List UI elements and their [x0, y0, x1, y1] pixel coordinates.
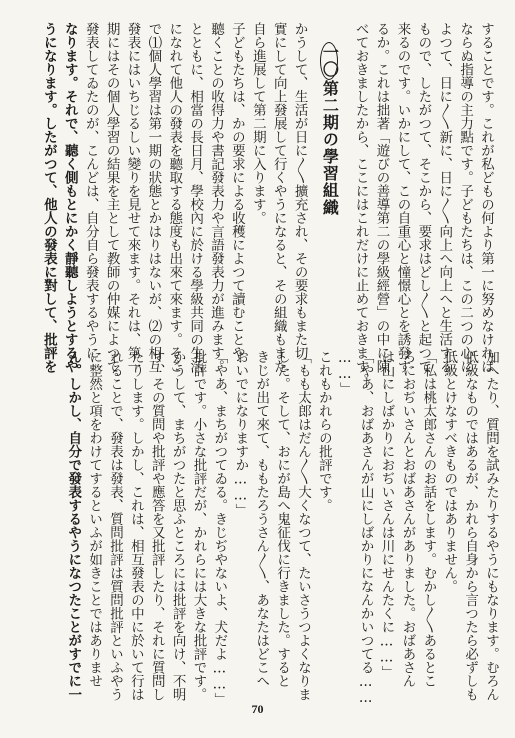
- text-line: になれて他人の發表を聽取する態度も出來て來ます。そこ: [166, 22, 183, 373]
- text-line: す、その質問や批評や應答を又批評したり、それに質問し: [148, 350, 165, 701]
- text-line: よつて、日に〳〵新に、日に〳〵向上へ向上へと生活する: [436, 22, 453, 373]
- text-line: で⑴個人學習は第一期の狀態とかはりはないが、⑵の相互: [145, 22, 162, 373]
- text-line: おいでになりますか……」: [232, 350, 249, 517]
- text-line: もので、したがつて、そこから、要求はどし〳〵と起つて: [415, 22, 432, 373]
- text-line: 低級とけなすべきものではありません。: [441, 350, 458, 593]
- blank-line: [338, 22, 345, 347]
- upper-text-band: [22, 22, 494, 387]
- text-line: べておきましたから、ここにはこれだけに止めておきます。: [352, 22, 369, 387]
- text-line: これもかれらの批評です。: [315, 350, 332, 512]
- text-line: 實にして向上發展して行くやうになると、その組織もまた: [270, 22, 287, 373]
- text-line: 發表にはいちじるしい變りを見せて來ます。それは、第一: [124, 22, 141, 373]
- text-line: 「もも太郎はだん〳〵大くなつて、たいさうつよくなりま: [294, 350, 311, 701]
- text-line: とともに、相當の長日月、學校內に於ける學級共同の生活: [187, 22, 204, 373]
- text-line: たりします。しかし、これは、相互發表の中に於いて行は: [127, 350, 144, 701]
- page-number: 70: [251, 702, 264, 716]
- text-line: 「私は桃太郎さんのお話をします。むかし〳〵あるとこ: [420, 350, 437, 688]
- text-line: 期にはその個人學習の結果を主として教師の仲媒によつて: [103, 22, 120, 373]
- text-line: ならぬ指導の主力點です。子どもたちは、この二つの心に: [457, 22, 474, 373]
- text-line: なります。それで、聽く側もとにかく靜聽しようとするや: [61, 22, 78, 373]
- text-line: 批評です。小さな批評だが、かれらには大きな批評です。: [190, 350, 207, 701]
- text-line: ん。しかし、自分で發表するやうになつたことがすでに一: [65, 350, 82, 701]
- text-line: 聽くことの收得力や書記發表力や言語發表力が進みます。: [208, 22, 225, 373]
- text-line: ろにおぢいさんとおばあさんがありました。おばあさん: [399, 350, 416, 688]
- text-line: 低級なものではあるが、かれら自身から言つたら必ずしも: [462, 350, 479, 701]
- text-line: 「やあ、まちがつてゐる。きじぢやないよ、犬だよ……」: [211, 350, 228, 706]
- text-line: 来るのです。いかにして、この自重心と憧憬心とを誘發す: [394, 22, 411, 373]
- text-line: かうして、生活が日に〳〵擴充され、その要求もまた切: [291, 22, 308, 360]
- text-line: かうして、まちがつたと思ふところには批評を向け、不明: [169, 350, 186, 701]
- text-line: 子どもたちは、かの要求による收穫によつて讀むことや: [228, 22, 245, 360]
- lower-text-band: [22, 350, 499, 706]
- text-line: 自ら進展して第二期に入ります。: [249, 22, 266, 225]
- text-line: することです。これが私どもの何より第一に努めなければ: [478, 22, 494, 373]
- text-line: れることで、發表は發表、質問批評は質問批評といふやう: [106, 350, 123, 701]
- text-line: 發表してゐたのが、こんどは、自分自ら發表するやうに: [82, 22, 99, 360]
- heading-title: 第二期の學習組織: [320, 80, 340, 216]
- section-heading: [313, 22, 338, 347]
- text-line: に整然と項をわけてするといふが如きことではありませ: [86, 350, 103, 688]
- text-line: した。そして、おにが島へ鬼征伐に行きました。すると: [274, 350, 291, 688]
- heading-number: 一〇: [320, 44, 340, 78]
- text-line: は山にしばかりにおぢいさんは川にせんたくに……」: [378, 350, 395, 679]
- text-line: 加へたり、質問を試みたりするやうにもなります。むろん: [483, 350, 499, 701]
- text-line: うになります。したがつて、他人の發表に對して、批評を: [40, 22, 57, 373]
- text-line: きじが出て來て、ももたろうさん〳〵、あなたはどこへ: [253, 350, 270, 688]
- text-line: 「やあ、おばあさんが山にしばかりになんかいつてる……: [357, 350, 374, 706]
- text-line: ……」: [336, 350, 353, 396]
- text-line: るか。これは拙著「遊びの善導第二の學級經營」の中に陳: [373, 22, 390, 373]
